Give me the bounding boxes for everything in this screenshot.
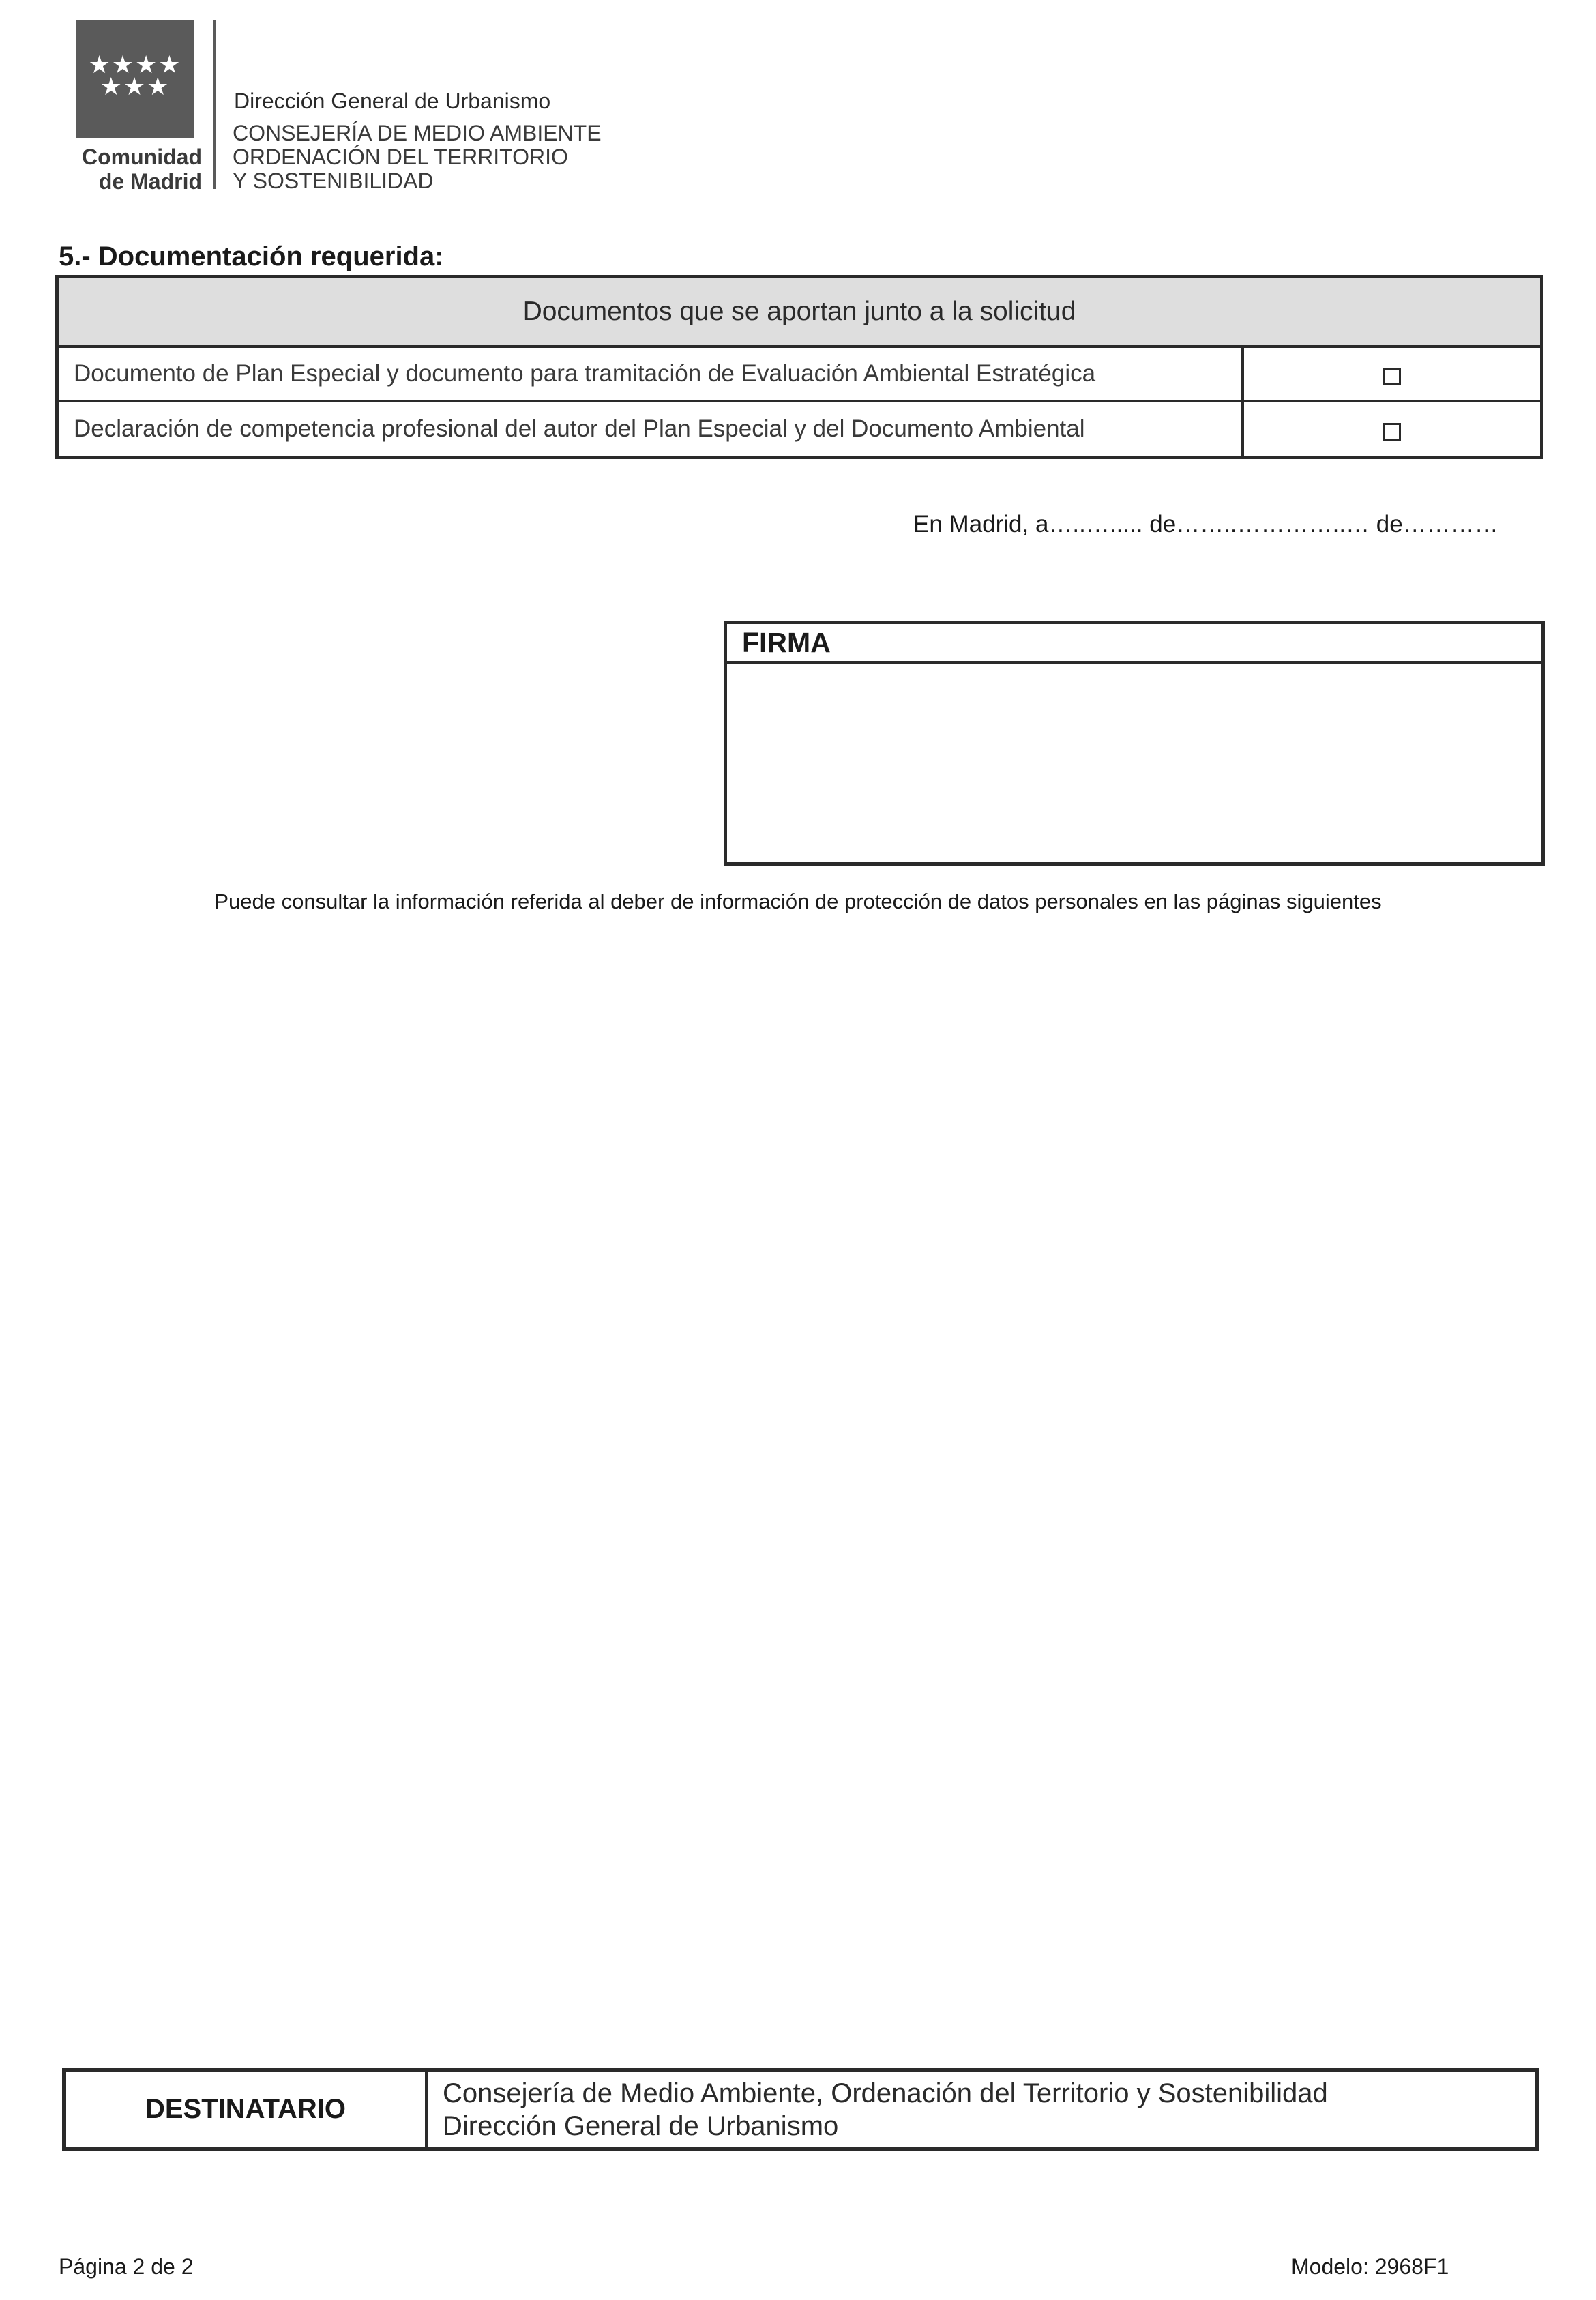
document-label: Declaración de competencia profesional del autor del Plan Especial y del Documento Ambiental <box>59 402 1244 456</box>
logo-emblem <box>76 20 194 138</box>
page-number: Página 2 de 2 <box>59 2254 194 2279</box>
checkbox-cell <box>1244 348 1540 400</box>
recipient-line-2: Dirección General de Urbanismo <box>443 2110 839 2141</box>
documents-table <box>55 275 1543 459</box>
logo-divider <box>213 20 216 189</box>
model-number: Modelo: 2968F1 <box>1291 2254 1449 2279</box>
document-checkbox-1[interactable] <box>1383 368 1401 385</box>
stars-icon: ★★★★ ★★★ <box>88 50 182 100</box>
recipient-value <box>428 2072 1535 2147</box>
consejeria-name <box>233 121 602 193</box>
document-checkbox-2[interactable] <box>1383 423 1401 441</box>
logo-name-line2: de Madrid <box>98 169 202 194</box>
section-title: 5.- Documentación requerida: <box>59 241 444 271</box>
logo-name-line1: Comunidad <box>82 145 202 169</box>
signature-label: FIRMA <box>727 624 1541 664</box>
table-row <box>59 402 1540 456</box>
place-date-line[interactable]: En Madrid, a…..…..... de……..…………..… de………… <box>913 511 1498 537</box>
documents-table-header: Documentos que se aportan junto a la solicitud <box>59 278 1540 348</box>
recipient-box <box>62 2068 1539 2151</box>
document-label: Documento de Plan Especial y documento para tramitación de Evaluación Ambiental Estratégica <box>59 348 1244 400</box>
consejeria-line-1: CONSEJERÍA DE MEDIO AMBIENTE <box>233 121 602 145</box>
signature-field[interactable] <box>727 664 1541 862</box>
recipient-label: DESTINATARIO <box>66 2072 428 2147</box>
signature-box <box>724 621 1545 866</box>
table-row <box>59 348 1540 402</box>
checkbox-cell <box>1244 402 1540 456</box>
consejeria-line-3: Y SOSTENIBILIDAD <box>233 168 434 193</box>
privacy-note: Puede consultar la información referida al deber de información de protección de datos personales en las páginas siguientes <box>214 889 1382 913</box>
department-name: Dirección General de Urbanismo <box>234 89 551 113</box>
consejeria-line-2: ORDENACIÓN DEL TERRITORIO <box>233 145 568 169</box>
recipient-line-1: Consejería de Medio Ambiente, Ordenación del Territorio y Sostenibilidad <box>443 2078 1328 2108</box>
logo-name <box>68 145 202 194</box>
